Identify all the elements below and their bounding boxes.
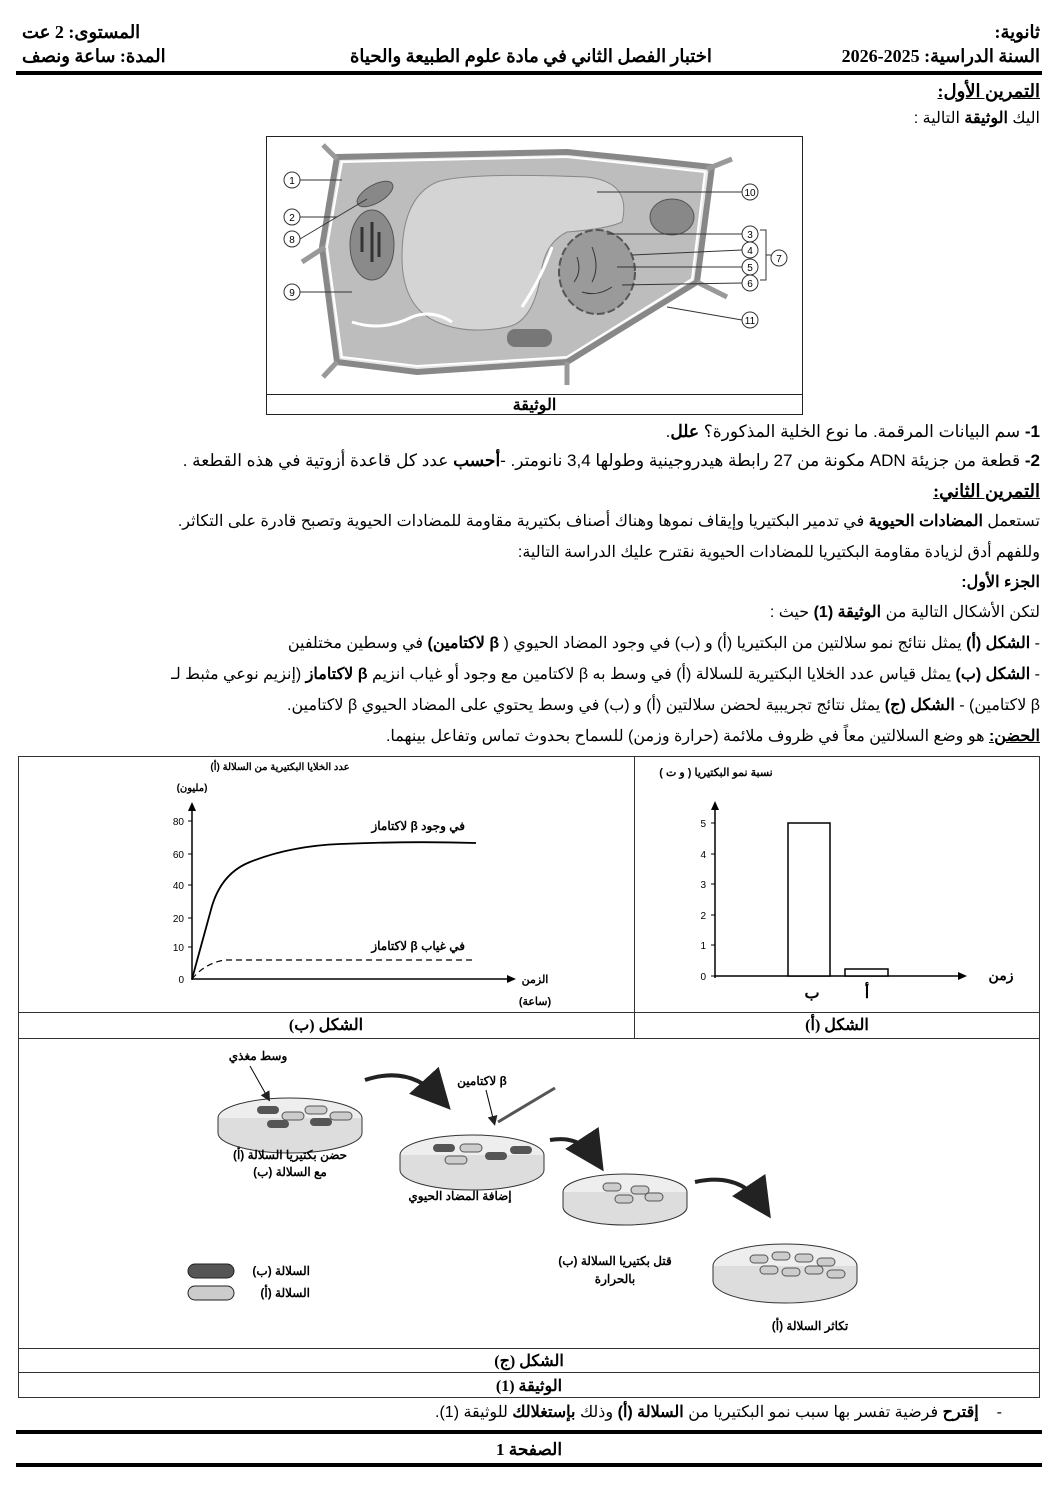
svg-text:8: 8 [289, 235, 295, 246]
ex2-p1 [178, 511, 1040, 531]
pipette [498, 1088, 555, 1122]
fig-divider [634, 756, 635, 1038]
label-step2: إضافة المضاد الحيوي [408, 1189, 512, 1203]
dish-2 [400, 1135, 544, 1190]
l1-e: في وسطين مختلفين [287, 635, 428, 652]
intro-bold: الوثيقة [964, 110, 1008, 127]
l2-d: β لاكتاماز [305, 666, 368, 683]
l3-a: β لاكتامين) - [954, 697, 1040, 714]
svg-text:1: 1 [700, 941, 706, 952]
question-exploit: بإستغلالك [512, 1404, 576, 1421]
incubation-def: هو وضع السلالتين معاً في ظروف ملائمة (حرارة وزمن) للسماح بحدوث تماس وتفاعل بينهما. [385, 728, 989, 745]
arrow-2 [550, 1139, 595, 1158]
figure-b-line-chart [160, 758, 632, 1010]
header-title: اختبار الفصل الثاني في مادة علوم الطبيعة والحياة [350, 46, 712, 66]
header-divider [16, 71, 1042, 75]
cell-figure-box [266, 136, 803, 415]
dish-1 [218, 1098, 362, 1153]
q2-end: عدد كل قاعدة أزوتية في هذه القطعة . [182, 451, 454, 470]
p1-bold: المضادات الحيوية [868, 513, 983, 530]
svg-text:2: 2 [700, 911, 706, 922]
svg-text:7: 7 [776, 254, 782, 265]
svg-text:2: 2 [289, 213, 295, 224]
ex2-p2: وللفهم أدق لزيادة مقاومة البكتيريا للمضادات الحيوية نقترح عليك الدراسة التالية: [517, 544, 1040, 561]
ex1-intro [914, 108, 1040, 128]
label-step1-l2: مع السلالة (ب) [253, 1165, 327, 1179]
bar-a [845, 969, 888, 976]
svg-text:0: 0 [700, 972, 706, 983]
l3-c: يمثل نتائج تجريبية لحضن سلالتين (أ) و (ب) في وسط يحتوي على المضاد الحيوي β لاكتامين. [287, 697, 885, 714]
ex2-l4 [386, 726, 1040, 746]
part1-title: الجزء الأول: [961, 574, 1040, 591]
ex2-l2 [171, 664, 1040, 684]
figure-a-bar-chart [636, 758, 1038, 1010]
ex2-title: التمرين الثاني: [933, 481, 1040, 501]
l1-c: يمثل نتائج نمو سلالتين من البكتيريا (أ) و (ب) في وجود المضاد الحيوي ( [499, 635, 967, 652]
figb-legend-with: في وجود β لاكتاماز [371, 819, 465, 833]
svg-text:10: 10 [172, 943, 184, 954]
l2-bold: الشكل (ب) [955, 666, 1031, 683]
svg-text:0: 0 [178, 975, 184, 986]
label-medium: وسط مغذي [228, 1049, 288, 1063]
incubation-term: الحضن: [988, 728, 1040, 745]
figb-ylabel-unit: (مليون) [176, 783, 208, 794]
svg-text:60: 60 [172, 850, 184, 861]
svg-text:1: 1 [289, 176, 295, 187]
arrow-1 [365, 1075, 440, 1098]
bar-b [788, 823, 830, 976]
figb-legend-without: في غياب β لاكتاماز [371, 939, 465, 953]
legend-strain-b: السلالة (ب) [252, 1264, 310, 1278]
p3-a: لتكن الأشكال التالية من [881, 604, 1040, 621]
svg-text:5: 5 [747, 263, 753, 274]
l1-bold: الشكل (أ) [966, 635, 1031, 652]
intro-text-end: التالية : [913, 110, 965, 127]
label-step4: تكاثر السلالة (أ) [771, 1319, 849, 1333]
figure-c-caption: الشكل (ج) [494, 1353, 564, 1370]
svg-text:9: 9 [289, 288, 295, 299]
arrow-3 [695, 1180, 762, 1205]
label-step3-l2: بالحرارة [594, 1272, 636, 1286]
figc-legend [188, 1264, 310, 1300]
p1-a: تستعمل [982, 513, 1040, 530]
document-1-caption: الوثيقة (1) [495, 1378, 563, 1395]
question-dash: - [996, 1404, 1002, 1421]
label-blactamin: β لاكتامين [457, 1074, 507, 1088]
ex1-q2 [183, 451, 1040, 471]
svg-text:80: 80 [172, 817, 184, 828]
l2-a: - [1030, 666, 1040, 683]
footer-divider-top [16, 1430, 1042, 1434]
svg-text:4: 4 [700, 850, 706, 861]
ex2-l1 [288, 633, 1040, 653]
figa-ylabel: نسبة نمو البكتيريا ( و ت ) [659, 767, 773, 779]
ex2-question [435, 1402, 1002, 1422]
label-step1-l1: حضن بكتيريا السلالة (أ) [232, 1148, 348, 1162]
ex1-title: التمرين الأول: [937, 81, 1040, 101]
header-duration: المدة: ساعة ونصف [22, 46, 166, 66]
p1-c: في تدمير البكتيريا وإيقاف نموها وهناك أصناف بكتيرية مقاومة للمضادات الحيوية وتصبح قادرة على التكاثر. [177, 513, 869, 530]
figure-c-experiment [20, 1040, 1038, 1346]
footer-divider-bottom [16, 1463, 1042, 1467]
svg-text:11: 11 [744, 316, 756, 327]
legend-strain-a: السلالة (أ) [260, 1286, 310, 1300]
cell-figure-caption: الوثيقة [267, 394, 802, 420]
q1-bold: علل [670, 422, 699, 441]
figure-b-caption: الشكل (ب) [288, 1017, 364, 1034]
l3-bold: الشكل (ج) [884, 697, 955, 714]
fig-caption-line-2 [18, 1038, 1040, 1039]
svg-text:20: 20 [172, 914, 184, 925]
svg-text:3: 3 [747, 230, 753, 241]
svg-text:10: 10 [744, 188, 756, 199]
q2-text: قطعة من جزيئة ADN مكونة من 27 رابطة هيدروجينية وطولها 3,4 نانومتر. - [500, 451, 1025, 470]
dish-4 [713, 1244, 857, 1303]
q2-number: 2- [1024, 451, 1040, 470]
p3-c: حيث : [769, 604, 814, 621]
question-b: فرضية تفسر بها سبب نمو البكتيريا من [683, 1404, 943, 1421]
doc1-caption-line [18, 1372, 1040, 1373]
intro-text: اليك [1007, 110, 1040, 127]
plant-cell-diagram [267, 137, 802, 389]
figb-xlabel-unit: (ساعة) [518, 996, 552, 1008]
question-strain: السلالة (أ) [617, 1404, 684, 1421]
label-step3-l1: قتل بكتيريا السلالة (ب) [558, 1254, 672, 1268]
header-school: ثانوية: [994, 22, 1040, 42]
header-level: المستوى: 2 عت [22, 22, 141, 42]
l2-e: (إنزيم نوعي مثبط لـ [171, 666, 306, 683]
figb-xlabel: الزمن [521, 974, 549, 986]
dish-3 [563, 1174, 687, 1225]
figa-xlabel: زمن [988, 967, 1014, 983]
p3-bold: الوثيقة (1) [813, 604, 882, 621]
ex2-p3 [770, 602, 1040, 622]
q1-end: . [665, 422, 671, 441]
series-with-lactamase [192, 842, 476, 979]
q2-bold: أحسب [453, 451, 501, 470]
figc-caption-line [18, 1348, 1040, 1349]
q1-text: سم البيانات المرقمة. ما نوع الخلية المذكورة؟ [698, 422, 1025, 441]
header-year: السنة الدراسية: 2025-2026 [841, 46, 1040, 66]
l2-c: يمثل قياس عدد الخلايا البكتيرية للسلالة (أ) في وسط به β لاكتامين مع وجود أو غياب انزيم [367, 666, 956, 683]
question-d: وذلك [575, 1404, 618, 1421]
ex2-l3 [287, 695, 1040, 715]
l1-a: - [1030, 635, 1040, 652]
question-verb: إقترح [942, 1404, 979, 1421]
svg-text:3: 3 [700, 880, 706, 891]
l1-d: β لاكتامين) [427, 635, 500, 652]
fig-caption-line [18, 1012, 1040, 1013]
figure-a-caption: الشكل (أ) [805, 1017, 869, 1034]
page-number: الصفحة 1 [495, 1440, 563, 1459]
figa-cat-a: أ [864, 985, 870, 1002]
series-without-lactamase [192, 960, 476, 979]
figa-yticks [700, 819, 715, 983]
svg-text:4: 4 [747, 246, 753, 257]
q1-number: 1- [1024, 422, 1040, 441]
figb-yticks [173, 817, 192, 986]
svg-text:5: 5 [700, 819, 706, 830]
svg-text:40: 40 [172, 881, 184, 892]
ex1-q1 [666, 422, 1040, 442]
question-f: للوثيقة (1). [435, 1404, 513, 1421]
figa-cat-b: ب [804, 985, 820, 1002]
figb-ylabel: عدد الخلايا البكتيرية من السلالة (أ) [210, 762, 350, 773]
svg-text:6: 6 [747, 279, 753, 290]
